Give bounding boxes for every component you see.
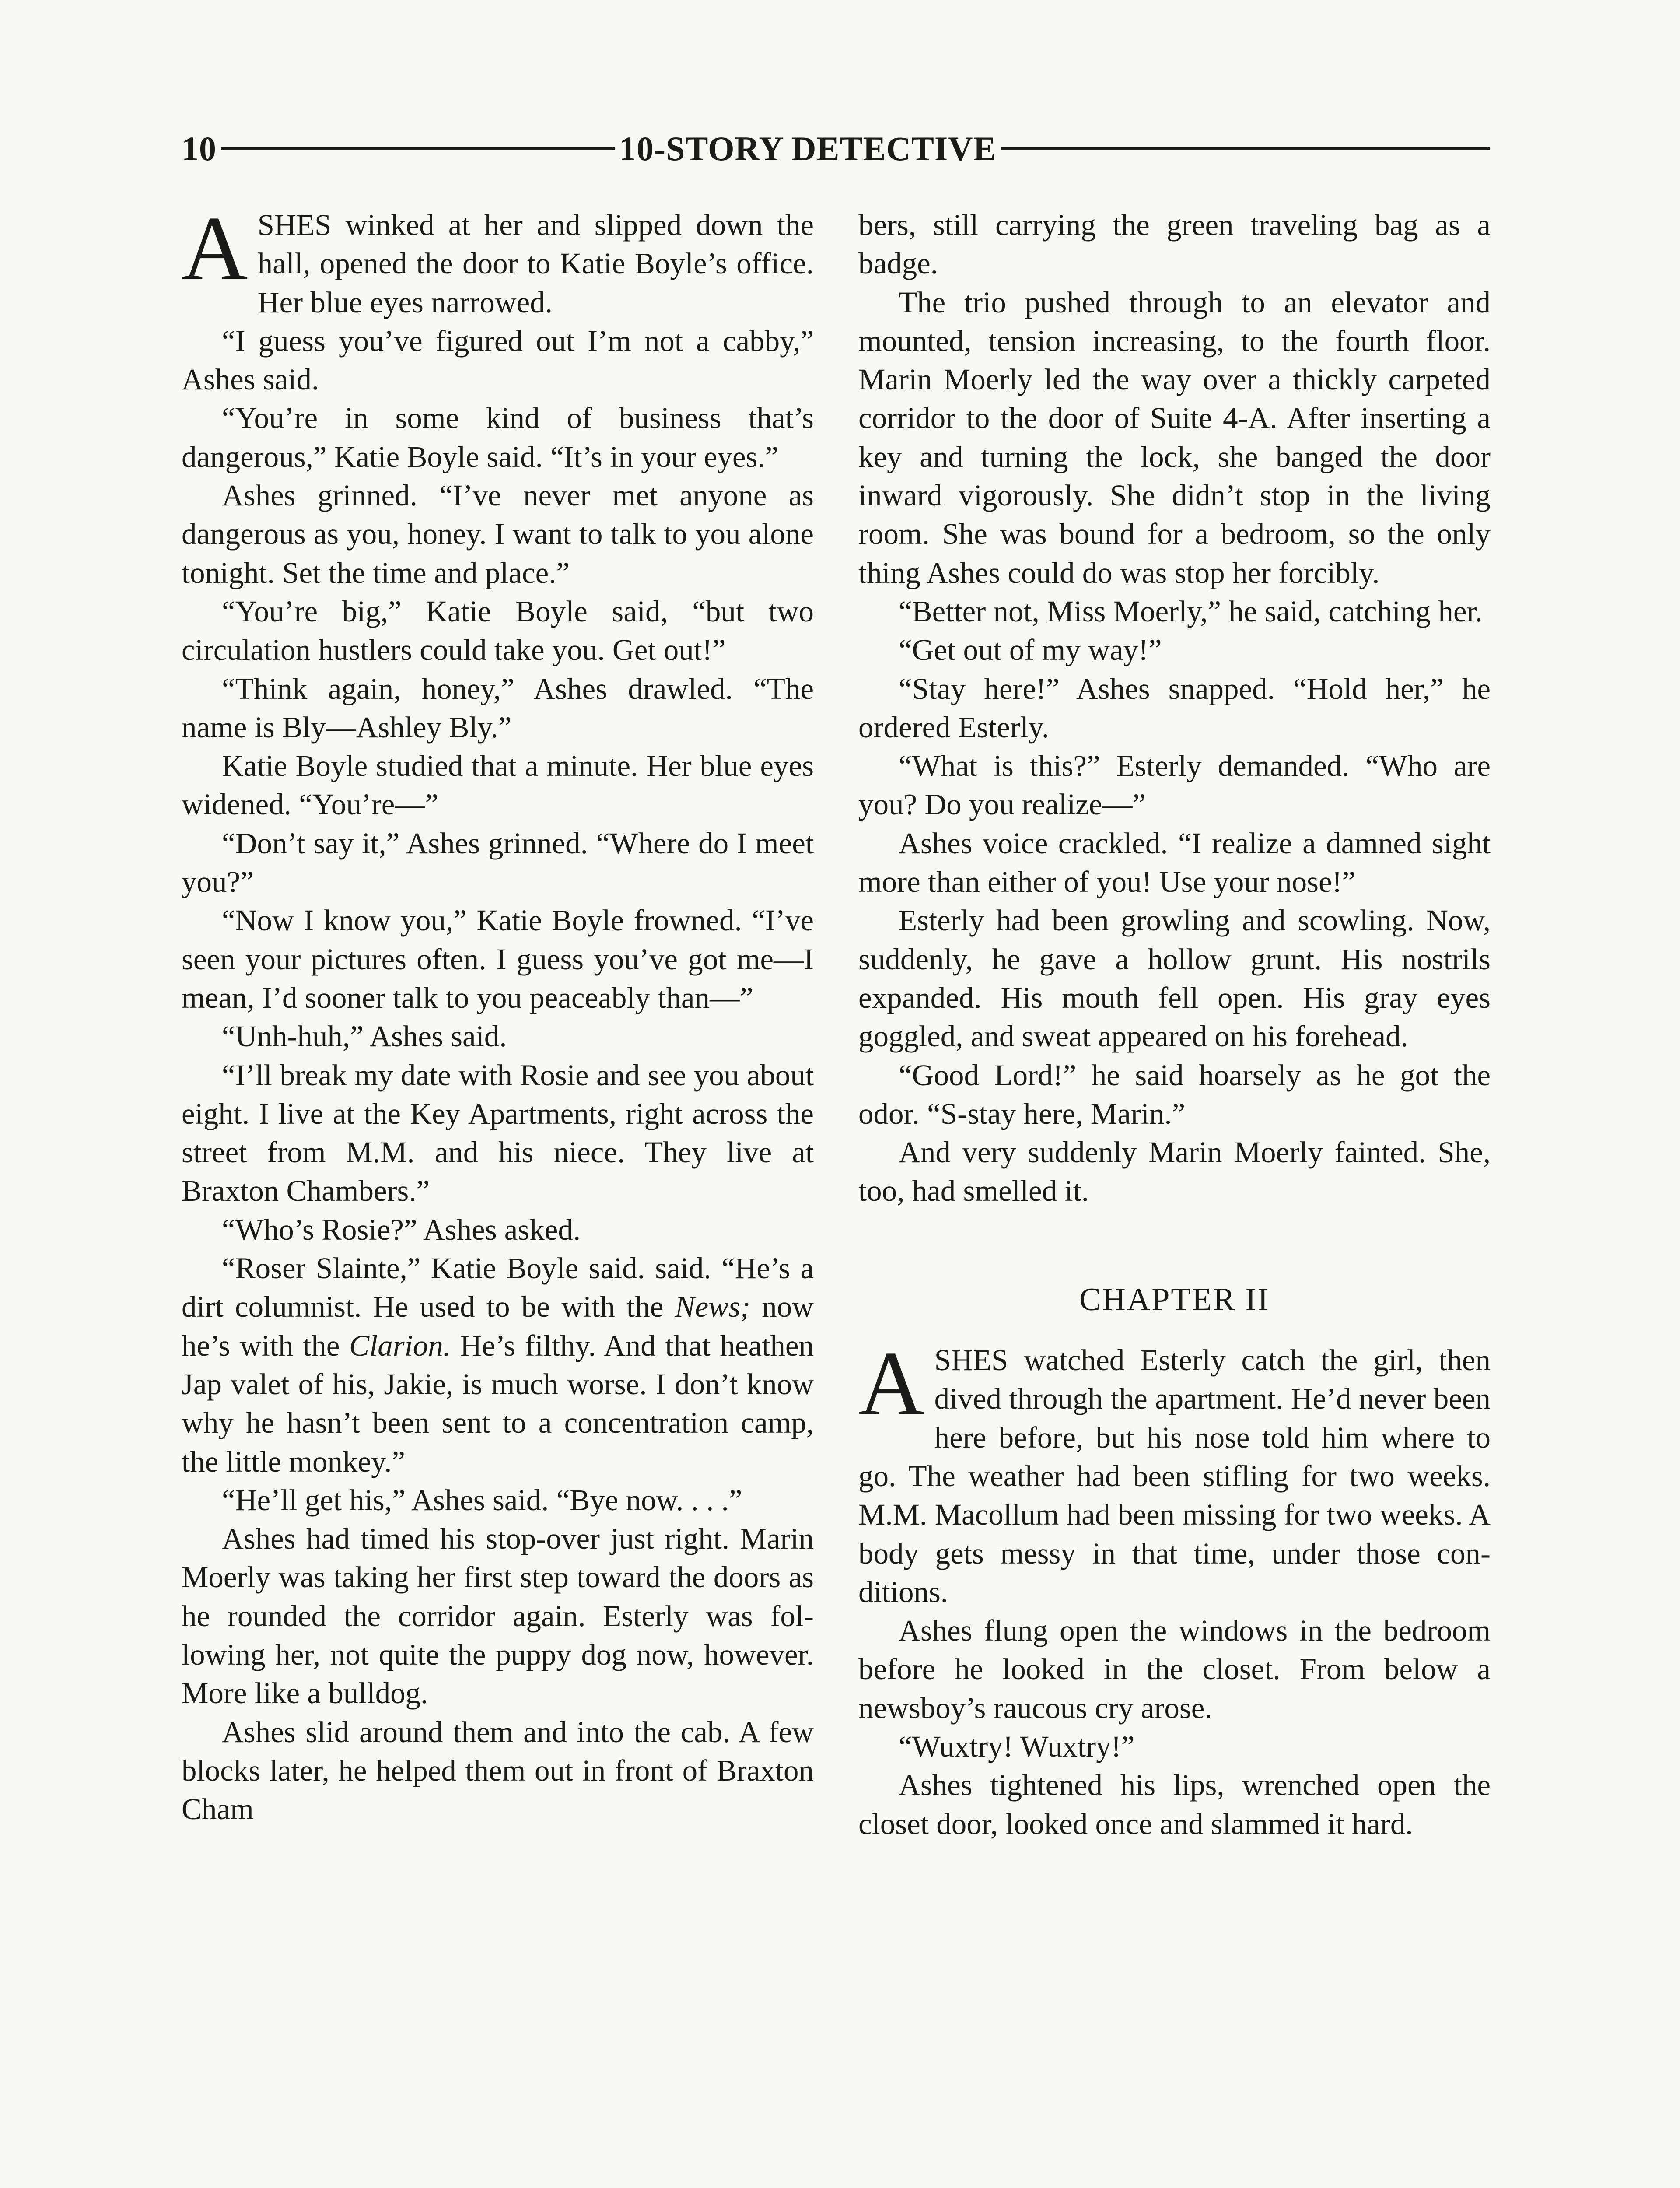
paragraph: Ashes grinned. “I’ve never met anyone as dangerous as you, honey. I want to talk to you alone tonight. Set the time and place.” — [182, 479, 814, 589]
opening-paragraph — [182, 198, 814, 322]
paragraph: And very suddenly Marin Moerly fainted. She, too, had smelled it. — [858, 1136, 1491, 1208]
paragraph: Ashes voice crackled. “I realize a damned sight more than either of you! Use your nose!” — [858, 826, 1491, 899]
paragraph: Esterly had been growling and scowling. Now, suddenly, he gave a hollow grunt. His nostrils expanded. His mouth fell open. His gray eyes goggled, and sweat appeared on his forehead. — [858, 904, 1491, 1053]
paragraph: “I’ll break my date with Rosie and see you about eight. I live at the Key Apartments, right across the street from M.M. and his niece. They live at Braxton Chambers.” — [182, 1058, 814, 1208]
rosie-text-start: “Roser Slainte,” Katie Boyle said. said. “He’s a dirt columnist. He used to be with the — [182, 1252, 814, 1324]
header-rule-left — [221, 147, 615, 150]
opening-text: winked at her and slipped down the hall, opened the door to Katie Boyle’s office. Her blue eyes narrowed. — [257, 208, 814, 319]
chapter-opening-paragraph — [858, 1333, 1491, 1611]
paragraph: “Stay here!” Ashes snapped. “Hold her,” he ordered Esterly. — [858, 672, 1491, 744]
rosie-text-mid: now he’s with the — [182, 1290, 814, 1362]
paragraph: “Think again, honey,” Ashes drawled. “The name is Bly—Ashley Bly.” — [182, 672, 814, 744]
paragraph: “Unh-huh,” Ashes said. — [222, 1020, 507, 1053]
rosie-text-end: He’s filthy. And that heathen Jap valet of his, Jakie, is much worse. I don’t know why he hasn’t been sent to a concentration camp, the little monkey.” — [182, 1329, 814, 1478]
paragraph: “He’ll get his,” Ashes said. “Bye now. . . .” — [222, 1483, 742, 1517]
clarion-italic: Clarion. — [349, 1329, 451, 1362]
paragraph: “You’re in some kind of business that’s dangerous,” Katie Boyle said. “It’s in your eyes.” — [182, 401, 814, 473]
drop-cap: A — [858, 1333, 925, 1435]
drop-cap: A — [182, 198, 248, 299]
chapter-opening-text: watched Esterly catch the girl, then dived through the apartment. He’d never been here before, but his nose told him where to go. The weather had been stifling for two weeks. M.M. Macollum had been missing for two weeks. A body gets messy in that time, under those conditions. — [858, 1343, 1491, 1609]
right-column — [858, 206, 1491, 1843]
opening-smallcaps: SHES — [257, 208, 332, 242]
running-head — [182, 123, 1494, 175]
chapter-opening-smallcaps: SHES — [934, 1343, 1008, 1377]
paragraph: “You’re big,” Katie Boyle said, “but two circulation hustlers could take you. Get out!” — [182, 594, 814, 667]
news-italic: News; — [675, 1290, 750, 1324]
paragraph: “Don’t say it,” Ashes grinned. “Where do I meet you?” — [182, 826, 814, 899]
paragraph: The trio pushed through to an elevator and mounted, tension increasing, to the fourth floor. Marin Moerly led the way over a thickly carpeted corridor to the door of Suite 4-A. After inserting a key and turning the lock, she banged the door inward vigorously. She didn’t stop in the living room. She was bound for a bedroom, so the only thing Ashes could do was stop her forcibly. — [858, 285, 1491, 589]
paragraph: “Who’s Rosie?” Ashes asked. — [222, 1213, 581, 1246]
rosie-paragraph — [182, 1249, 814, 1481]
continuation-paragraph: bers, still carrying the green traveling bag as a badge. — [858, 208, 1491, 281]
paragraph: “What is this?” Esterly demanded. “Who are you? Do you realize—” — [858, 749, 1491, 821]
paragraph: “Better not, Miss Moerly,” he said, catching her. — [899, 594, 1483, 628]
magazine-title: 10-STORY DETECTIVE — [619, 130, 997, 168]
header-rule-right — [1001, 147, 1490, 150]
paragraph: Ashes tightened his lips, wrenched open the closet door, looked once and slammed it hard. — [858, 1768, 1491, 1841]
page-number: 10 — [182, 130, 217, 168]
paragraph: “Now I know you,” Katie Boyle frowned. “I’ve seen your pictures often. I guess you’ve got me—I mean, I’d sooner talk to you peaceably than—” — [182, 904, 814, 1014]
paragraph: “Good Lord!” he said hoarsely as he got the odor. “S-stay here, Marin.” — [858, 1058, 1491, 1130]
left-column — [182, 198, 814, 1828]
paragraph: Ashes slid around them and into the cab. A few blocks later, he helped them out in front of Braxton Cham — [182, 1715, 814, 1826]
paragraph: Katie Boyle studied that a minute. Her blue eyes widened. “You’re—” — [182, 749, 814, 821]
paragraph: “Wuxtry! Wuxtry!” — [899, 1729, 1135, 1763]
chapter-heading: CHAPTER II — [1079, 1281, 1270, 1318]
paragraph: “I guess you’ve figured out I’m not a cabby,” Ashes said. — [182, 324, 814, 396]
paragraph: Ashes flung open the windows in the bedroom before he looked in the closet. From below a newsboy’s raucous cry arose. — [858, 1614, 1491, 1725]
paragraph: “Get out of my way!” — [899, 633, 1162, 667]
paragraph: Ashes had timed his stop-over just right. Marin Moerly was taking her first step toward the doors as he rounded the corridor again. Esterly was following her, not quite the puppy dog now, however. More like a bulldog. — [182, 1522, 814, 1710]
